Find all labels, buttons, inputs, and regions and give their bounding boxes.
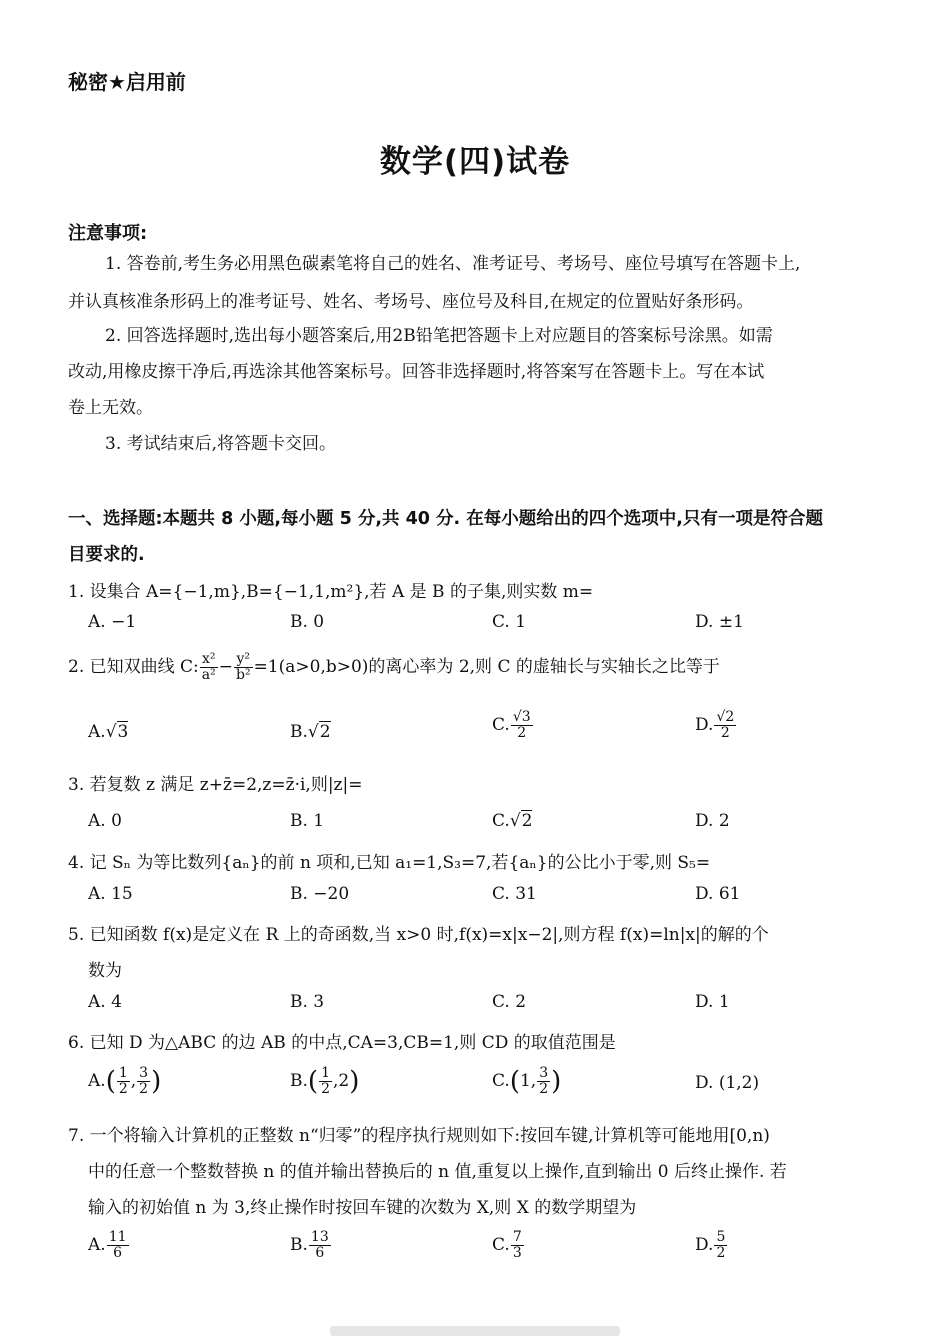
q6-option-c [492,1066,561,1097]
fraction [107,1230,129,1261]
frac-denominator: b² [235,667,251,683]
frac-numerator: x² [200,652,218,668]
q2-fraction-x [200,652,218,683]
frac-numerator: 1 [321,1065,330,1081]
frac-denominator: 6 [113,1245,123,1261]
sqrt-sign: √ [512,709,522,725]
notice-line: 3. 考试结束后,将答题卡交回。 [105,434,337,454]
option-label: A. [88,1071,106,1091]
q5-option-a: A. 4 [88,992,122,1012]
q6-option-d: D. (1,2) [695,1073,760,1093]
q2-fraction-y [234,652,253,683]
frac-denominator: 2 [321,1081,330,1097]
q3-option-b: B. 1 [290,811,325,831]
q5-option-d: D. 1 [695,992,730,1012]
fraction [714,1230,727,1261]
sqrt-radicand: 3 [521,709,531,725]
right-paren: ) [151,1066,162,1097]
fraction [714,710,736,741]
frac-numerator: 3 [139,1065,149,1081]
option-label: C. [492,1235,510,1255]
option-label: B. [290,722,308,742]
option-label: B. [290,1071,308,1091]
option-label: B. [290,1235,308,1255]
q1-option-d: D. ±1 [695,612,744,632]
q4-option-a: A. 15 [88,884,133,904]
q2-option-c [492,710,534,741]
confidential-label: 秘密★启用前 [68,70,186,94]
frac-denominator: 2 [720,725,730,741]
right-paren: ) [349,1066,360,1097]
fraction [117,1066,130,1097]
option-label: C. [492,1071,510,1091]
q4-option-c: C. 31 [492,884,537,904]
sqrt-sign: √ [716,709,726,725]
q7-option-d [695,1230,728,1261]
frac-denominator: 2 [118,1081,128,1097]
page-title: 数学(四)试卷 [379,144,571,180]
q7-option-b [290,1230,332,1261]
frac-denominator: 2 [539,1081,549,1097]
section-heading: 一、选择题:本题共 8 小题,每小题 5 分,共 40 分. 在每小题给出的四个选项中,只有一项是符合题 [68,509,823,529]
sqrt-radicand: 2 [725,709,735,725]
frac-denominator: 6 [315,1245,325,1261]
section-heading-cont: 目要求的. [68,545,145,565]
sqrt-radicand: 3 [117,722,129,742]
option-label: C. [492,811,510,831]
left-paren: ( [307,1066,319,1097]
q1-option-c: C. 1 [492,612,527,632]
q2-stem-post: =1(a>0,b>0)的离心率为 2,则 C 的虚轴长与实轴长之比等于 [253,657,720,677]
q1-option-b: B. 0 [290,612,325,632]
option-label: A. [88,722,106,742]
q2-option-b [290,722,331,742]
question-7-stem: 7. 一个将输入计算机的正整数 n“归零”的程序执行规则如下:按回车键,计算机等可能地用[0,n) [68,1126,770,1146]
question-2-stem [68,652,720,683]
frac-denominator: 3 [512,1245,522,1261]
frac-numerator: 5 [716,1229,726,1245]
question-1-stem: 1. 设集合 A={−1,m},B={−1,1,m²},若 A 是 B 的子集,则实数 m= [68,582,594,602]
q2-option-a [88,722,128,742]
q6-option-a [88,1066,161,1097]
q2-option-d [695,710,737,741]
frac-numerator: 13 [310,1229,329,1245]
c-head: 1, [519,1071,537,1091]
q7-option-c [492,1230,525,1261]
q7-option-a [88,1230,130,1261]
frac-numerator [511,710,533,726]
question-5-stem: 5. 已知函数 f(x)是定义在 R 上的奇函数,当 x>0 时,f(x)=x|x−2|,则方程 f(x)=ln|x|的解的个 [68,925,769,945]
question-6-stem: 6. 已知 D 为△ABC 的边 AB 的中点,CA=3,CB=1,则 CD 的取值范围是 [68,1033,616,1053]
frac-numerator: 11 [108,1229,127,1245]
notice-line: 改动,用橡皮擦干净后,再选涂其他答案标号。回答非选择题时,将答案写在答题卡上。写在本试 [68,362,765,382]
notice-line: 卷上无效。 [68,398,153,418]
frac-denominator: 2 [517,725,527,741]
fraction [309,1230,331,1261]
left-paren: ( [105,1066,116,1097]
q3-option-a: A. 0 [88,811,122,831]
option-label: C. [492,715,510,735]
sqrt-radicand: 2 [319,722,331,742]
frac-numerator [714,710,736,726]
sqrt-radicand: 2 [521,811,533,831]
comma: , [130,1071,137,1091]
frac-numerator: 3 [539,1065,549,1081]
option-label: D. [695,715,714,735]
question-7-stem-cont: 中的任意一个整数替换 n 的值并输出替换后的 n 值,重复以上操作,直到输出 0 后终止操作. 若 [88,1162,787,1182]
question-4-stem: 4. 记 Sₙ 为等比数列{aₙ}的前 n 项和,已知 a₁=1,S₃=7,若{aₙ}的公比小于零,则 S₅= [68,853,711,873]
fraction [137,1066,150,1097]
q2-minus: − [218,657,233,677]
sqrt-sign: √ [509,811,521,831]
frac-numerator: 7 [512,1229,522,1245]
fraction [537,1066,550,1097]
fraction [319,1066,332,1097]
sqrt-sign: √ [307,722,319,742]
right-paren: ) [551,1066,562,1097]
q4-option-b: B. −20 [290,884,350,904]
sqrt-sign: √ [105,722,117,742]
question-5-stem-cont: 数为 [88,961,122,981]
q5-option-c: C. 2 [492,992,527,1012]
option-label: A. [88,1235,106,1255]
notice-line: 2. 回答选择题时,选出每小题答案后,用2B铅笔把答题卡上对应题目的答案标号涂黑。如需 [105,326,773,346]
frac-numerator: 1 [118,1065,128,1081]
q4-option-d: D. 61 [695,884,741,904]
frac-denominator: 2 [716,1245,726,1261]
faded-footer [330,1326,620,1336]
q2-stem-pre: 2. 已知双曲线 C: [68,657,199,677]
q3-option-c [492,811,532,831]
notice-heading: 注意事项: [68,223,148,244]
q6-option-b [290,1066,359,1097]
fraction [511,1230,524,1261]
question-7-stem-cont: 输入的初始值 n 为 3,终止操作时按回车键的次数为 X,则 X 的数学期望为 [88,1198,637,1218]
frac-denominator: a² [201,667,216,683]
option-label: D. [695,1235,714,1255]
q5-option-b: B. 3 [290,992,325,1012]
frac-numerator: y² [234,652,253,668]
question-3-stem: 3. 若复数 z 满足 z+z̄=2,z=z̄·i,则|z|= [68,775,363,795]
frac-denominator: 2 [139,1081,149,1097]
fraction [511,710,533,741]
notice-line: 并认真核准条形码上的准考证号、姓名、考场号、座位号及科目,在规定的位置贴好条形码。 [68,292,754,312]
b-tail: ,2 [332,1071,350,1091]
q3-option-d: D. 2 [695,811,730,831]
left-paren: ( [509,1066,520,1097]
notice-line: 1. 答卷前,考生务必用黑色碳素笔将自己的姓名、准考证号、考场号、座位号填写在答题卡上, [105,254,801,274]
q1-option-a: A. −1 [88,612,137,632]
